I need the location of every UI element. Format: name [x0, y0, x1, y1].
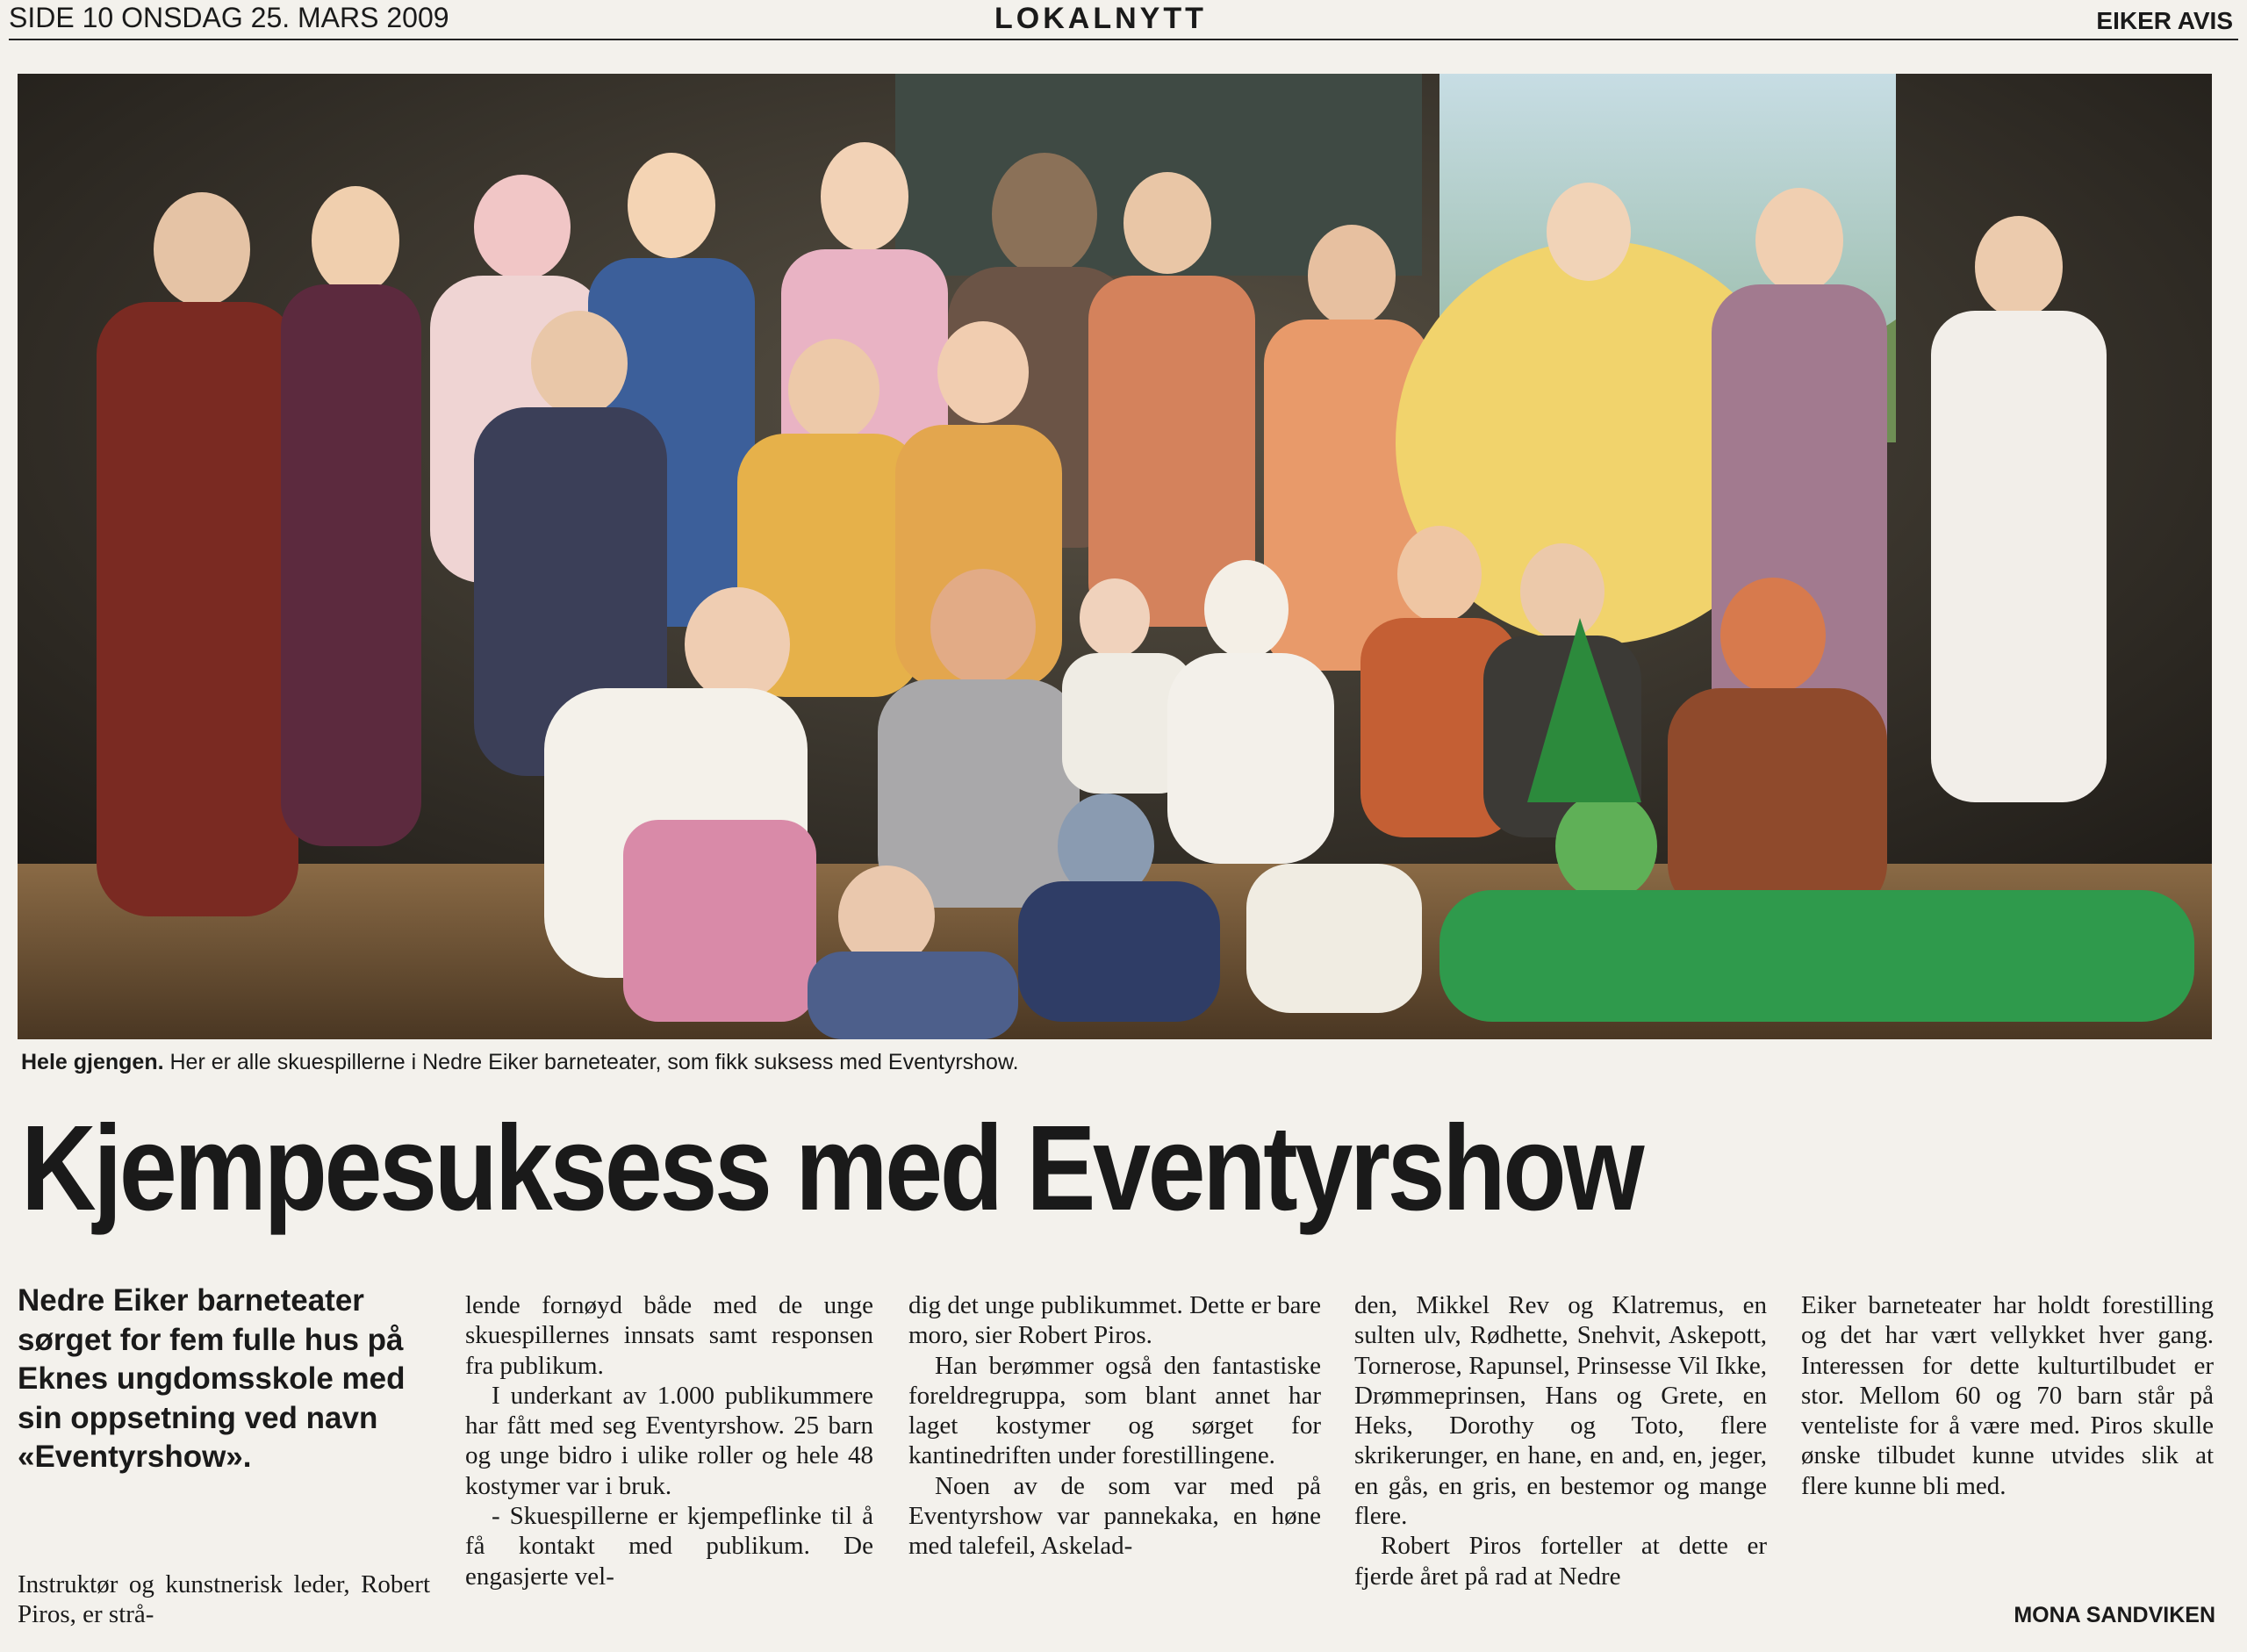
- newspaper-name: EIKER AVIS: [2096, 7, 2233, 34]
- paragraph: Robert Piros forteller at dette er fjerde året på rad at Nedre: [1354, 1532, 1767, 1591]
- article-column-3: [908, 1290, 1321, 1562]
- article-column-2: [465, 1290, 873, 1591]
- header-rule: [9, 39, 2238, 40]
- headline: Kjempesuksess med Eventyrshow: [21, 1101, 1642, 1236]
- article-column-4: [1354, 1290, 1767, 1591]
- paragraph: - Skuespillerne er kjempeflinke til å få kontakt med publikum. De engasjerte vel-: [465, 1502, 873, 1591]
- paragraph: I underkant av 1.000 publikummere har fått med seg Eventyrshow. 25 barn og unge bidro i ulike roller og hele 48 kostymer var i bruk.: [465, 1381, 873, 1500]
- paragraph: Han berømmer også den fantastiske foreldregruppa, som blant annet har laget kostymer og sørget for kantinedriften under forestillingene.: [908, 1351, 1321, 1470]
- paragraph: Eiker barneteater har holdt forestilling og det har vært vellykket hver gang. Interessen for dette kulturtilbudet er stor. Mellom 60 og 70 barn står på venteliste for å være med. Piros skulle ønske tilbudet kunne utvides slik at flere kunne bli med.: [1801, 1291, 2214, 1500]
- caption-text: Her er alle skuespillerne i Nedre Eiker barneteater, som fikk suksess med Eventyrshow.: [163, 1050, 1019, 1074]
- paragraph: Noen av de som var med på Eventyrshow var pannekaka, en høne med talefeil, Askelad-: [908, 1471, 1321, 1561]
- date-line: SIDE 10 ONSDAG 25. MARS 2009: [9, 2, 449, 33]
- group-photo-illustration: [18, 74, 2212, 1039]
- page-header: [0, 0, 2247, 39]
- group-photo: [18, 74, 2212, 1039]
- article-column-1: Instruktør og kunstnerisk leder, Robert Piros, er strå-: [18, 1570, 430, 1629]
- paragraph: dig det unge publikummet. Dette er bare moro, sier Robert Piros.: [908, 1291, 1321, 1350]
- article-column-5: [1801, 1290, 2214, 1501]
- section-title: LOKALNYTT: [994, 2, 1207, 35]
- byline: MONA SANDVIKEN: [2014, 1603, 2215, 1627]
- article-lead: Nedre Eiker barneteater sørget for fem fulle hus på Eknes ungdomsskole med sin oppsetning ved navn «Eventyrshow».: [18, 1283, 406, 1474]
- caption-bold: Hele gjengen.: [21, 1050, 164, 1074]
- paragraph: den, Mikkel Rev og Klatremus, en sulten ulv, Rødhette, Snehvit, Askepott, Tornerose, Rapunsel, Prinsesse Vil Ikke, Drømmeprinsen, Hans og Grete, en Heks, Dorothy og Toto, flere skrikerunger, en hane, en and, en, jeger, en gås, en gris, en bestemor og mange flere.: [1354, 1291, 1767, 1531]
- photo-caption: [21, 1050, 1019, 1075]
- paragraph: lende fornøyd både med de unge skuespillernes innsats samt responsen fra publikum.: [465, 1291, 873, 1380]
